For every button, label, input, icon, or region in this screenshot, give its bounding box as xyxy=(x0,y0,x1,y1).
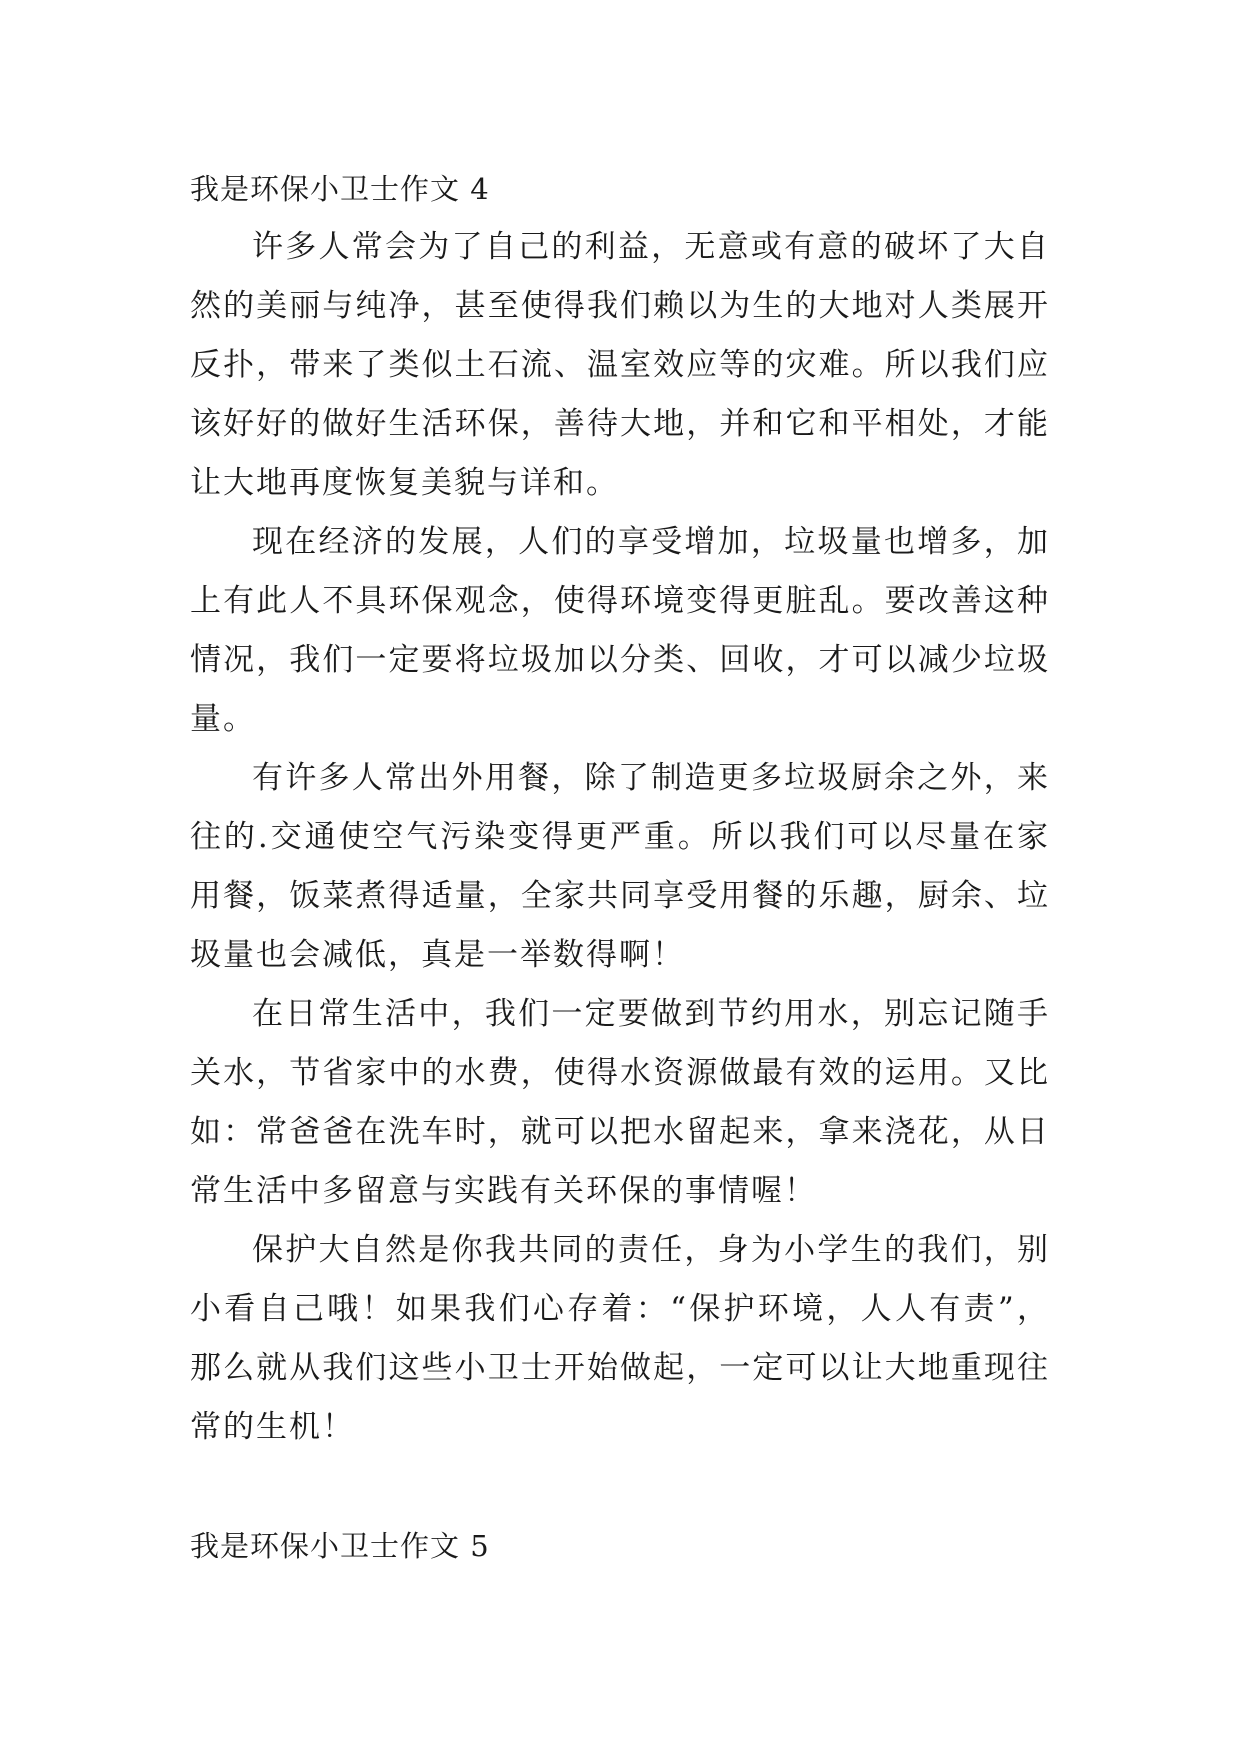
essay-paragraph: 现在经济的发展，人们的享受增加，垃圾量也增多，加上有此人不具环保观念，使得环境变得更脏乱。要改善这种情况，我们一定要将垃圾加以分类、回收，才可以减少垃圾量。 xyxy=(190,524,1050,737)
essay-paragraph: 保护大自然是你我共同的责任，身为小学生的我们，别小看自己哦！如果我们心存着：“保护环境，人人有责”，那么就从我们这些小卫士开始做起，一定可以让大地重现往常的生机！ xyxy=(190,1232,1050,1445)
document-page xyxy=(190,160,1050,1575)
essay-paragraph: 有许多人常出外用餐，除了制造更多垃圾厨余之外，来往的.交通使空气污染变得更严重。所以我们可以尽量在家用餐，饭菜煮得适量，全家共同享受用餐的乐趣，厨余、垃圾量也会减低，真是一举数得啊！ xyxy=(190,760,1050,973)
essay-paragraph: 在日常生活中，我们一定要做到节约用水，别忘记随手关水，节省家中的水费，使得水资源做最有效的运用。又比如：常爸爸在洗车时，就可以把水留起来，拿来浇花，从日常生活中多留意与实践有关环保的事情喔！ xyxy=(190,996,1050,1209)
essay-heading-5: 我是环保小卫士作文 5 xyxy=(190,1529,490,1563)
essay-heading-4: 我是环保小卫士作文 4 xyxy=(190,172,490,206)
essay-paragraph: 许多人常会为了自己的利益，无意或有意的破坏了大自然的美丽与纯净，甚至使得我们赖以为生的大地对人类展开反扑，带来了类似土石流、温室效应等的灾难。所以我们应该好好的做好生活环保，善待大地，并和它和平相处，才能让大地再度恢复美貌与详和。 xyxy=(190,229,1050,501)
